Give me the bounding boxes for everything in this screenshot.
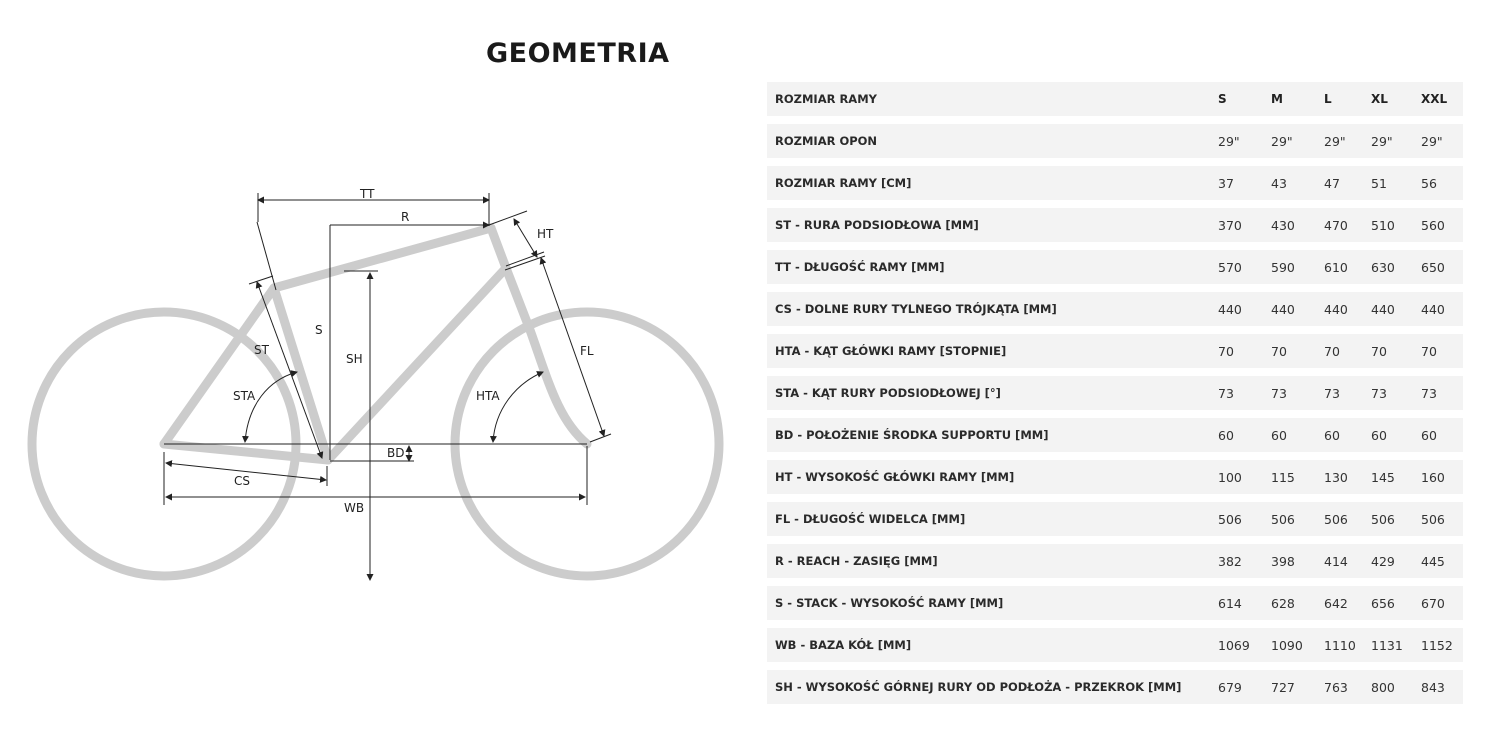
label-ht: HT xyxy=(537,227,554,241)
row-value: 130 xyxy=(1324,469,1348,485)
bike-frame xyxy=(164,228,587,460)
table-row xyxy=(767,124,1463,158)
row-value: 630 xyxy=(1371,259,1395,275)
row-value: 70 xyxy=(1324,343,1340,359)
header-label: ROZMIAR RAMY xyxy=(775,92,877,106)
table-row xyxy=(767,376,1463,410)
row-value: 370 xyxy=(1218,217,1242,233)
row-label: TT - DŁUGOŚĆ RAMY [MM] xyxy=(775,260,945,274)
row-value: 800 xyxy=(1371,679,1395,695)
row-value: 43 xyxy=(1271,175,1287,191)
row-value: 440 xyxy=(1371,301,1395,317)
row-value: 145 xyxy=(1371,469,1395,485)
label-st: ST xyxy=(254,343,269,357)
row-value: 763 xyxy=(1324,679,1348,695)
table-row xyxy=(767,292,1463,326)
table-row xyxy=(767,460,1463,494)
row-value: 506 xyxy=(1324,511,1348,527)
row-value: 642 xyxy=(1324,595,1348,611)
dimension-lines xyxy=(164,193,611,580)
row-value: 398 xyxy=(1271,553,1295,569)
row-value: 414 xyxy=(1324,553,1348,569)
row-label: ST - RURA PODSIODŁOWA [MM] xyxy=(775,218,979,232)
table-row xyxy=(767,670,1463,704)
row-value: 51 xyxy=(1371,175,1387,191)
row-value: 56 xyxy=(1421,175,1437,191)
row-value: 506 xyxy=(1271,511,1295,527)
row-value: 160 xyxy=(1421,469,1445,485)
row-value: 656 xyxy=(1371,595,1395,611)
row-label: FL - DŁUGOŚĆ WIDELCA [MM] xyxy=(775,512,966,526)
row-value: 73 xyxy=(1271,385,1287,401)
row-label: CS - DOLNE RURY TYLNEGO TRÓJKĄTA [MM] xyxy=(775,302,1057,316)
table-row xyxy=(767,586,1463,620)
row-value: 37 xyxy=(1218,175,1234,191)
row-label: STA - KĄT RURY PODSIODŁOWEJ [°] xyxy=(775,386,1001,400)
row-value: 679 xyxy=(1218,679,1242,695)
row-value: 73 xyxy=(1324,385,1340,401)
row-value: 70 xyxy=(1371,343,1387,359)
page-title: GEOMETRIA xyxy=(486,38,670,69)
row-value: 60 xyxy=(1271,427,1287,443)
row-value: 29" xyxy=(1324,133,1346,149)
row-label: WB - BAZA KÓŁ [MM] xyxy=(775,638,912,652)
row-value: 440 xyxy=(1324,301,1348,317)
row-value: 47 xyxy=(1324,175,1340,191)
label-hta: HTA xyxy=(476,389,500,403)
row-value: 73 xyxy=(1421,385,1437,401)
row-value: 429 xyxy=(1371,553,1395,569)
row-value: 843 xyxy=(1421,679,1445,695)
row-value: 590 xyxy=(1271,259,1295,275)
row-value: 506 xyxy=(1371,511,1395,527)
row-label: HT - WYSOKOŚĆ GŁÓWKI RAMY [MM] xyxy=(775,470,1015,484)
size-header: M xyxy=(1271,92,1283,106)
size-header: XL xyxy=(1371,92,1388,106)
row-label: HTA - KĄT GŁÓWKI RAMY [STOPNIE] xyxy=(775,344,1007,358)
table-row xyxy=(767,166,1463,200)
row-value: 70 xyxy=(1271,343,1287,359)
row-label: ROZMIAR RAMY [CM] xyxy=(775,176,912,190)
row-label: BD - POŁOŻENIE ŚRODKA SUPPORTU [MM] xyxy=(775,428,1049,442)
row-value: 60 xyxy=(1218,427,1234,443)
row-value: 100 xyxy=(1218,469,1242,485)
size-header: XXL xyxy=(1421,92,1448,106)
row-label: R - REACH - ZASIĘG [MM] xyxy=(775,554,938,568)
row-value: 29" xyxy=(1371,133,1393,149)
label-tt: TT xyxy=(360,187,375,201)
label-sta: STA xyxy=(233,389,256,403)
label-sh: SH xyxy=(346,352,363,366)
table-row xyxy=(767,250,1463,284)
row-value: 440 xyxy=(1421,301,1445,317)
label-s: S xyxy=(315,323,323,337)
label-wb: WB xyxy=(344,501,365,515)
row-value: 614 xyxy=(1218,595,1242,611)
row-value: 29" xyxy=(1218,133,1240,149)
row-value: 70 xyxy=(1421,343,1437,359)
row-value: 73 xyxy=(1218,385,1234,401)
table-row xyxy=(767,334,1463,368)
row-value: 670 xyxy=(1421,595,1445,611)
row-value: 650 xyxy=(1421,259,1445,275)
label-r: R xyxy=(401,210,410,224)
row-value: 610 xyxy=(1324,259,1348,275)
label-cs: CS xyxy=(234,474,250,488)
row-value: 1110 xyxy=(1324,637,1356,653)
row-value: 445 xyxy=(1421,553,1445,569)
row-value: 70 xyxy=(1218,343,1234,359)
row-value: 470 xyxy=(1324,217,1348,233)
row-value: 727 xyxy=(1271,679,1295,695)
row-value: 29" xyxy=(1421,133,1443,149)
row-value: 506 xyxy=(1421,511,1445,527)
geometry-table xyxy=(767,82,1463,712)
table-row xyxy=(767,502,1463,536)
row-value: 60 xyxy=(1324,427,1340,443)
row-value: 60 xyxy=(1371,427,1387,443)
row-value: 440 xyxy=(1271,301,1295,317)
row-value: 1069 xyxy=(1218,637,1250,653)
row-value: 510 xyxy=(1371,217,1395,233)
table-row xyxy=(767,544,1463,578)
row-value: 1152 xyxy=(1421,637,1453,653)
row-value: 430 xyxy=(1271,217,1295,233)
row-value: 1090 xyxy=(1271,637,1303,653)
row-value: 628 xyxy=(1271,595,1295,611)
row-label: ROZMIAR OPON xyxy=(775,134,878,148)
label-fl: FL xyxy=(580,344,594,358)
label-bd: BD xyxy=(387,446,405,460)
row-label: SH - WYSOKOŚĆ GÓRNEJ RURY OD PODŁOŻA - PRZEKROK [MM] xyxy=(775,680,1182,694)
table-header-row xyxy=(767,82,1463,116)
table-row xyxy=(767,208,1463,242)
table-row xyxy=(767,418,1463,452)
row-label: S - STACK - WYSOKOŚĆ RAMY [MM] xyxy=(775,596,1004,610)
row-value: 60 xyxy=(1421,427,1437,443)
table-row xyxy=(767,628,1463,662)
row-value: 570 xyxy=(1218,259,1242,275)
row-value: 382 xyxy=(1218,553,1242,569)
row-value: 115 xyxy=(1271,469,1295,485)
row-value: 560 xyxy=(1421,217,1445,233)
row-value: 506 xyxy=(1218,511,1242,527)
size-header: L xyxy=(1324,92,1332,106)
row-value: 1131 xyxy=(1371,637,1403,653)
row-value: 73 xyxy=(1371,385,1387,401)
row-value: 440 xyxy=(1218,301,1242,317)
size-header: S xyxy=(1218,92,1227,106)
row-value: 29" xyxy=(1271,133,1293,149)
